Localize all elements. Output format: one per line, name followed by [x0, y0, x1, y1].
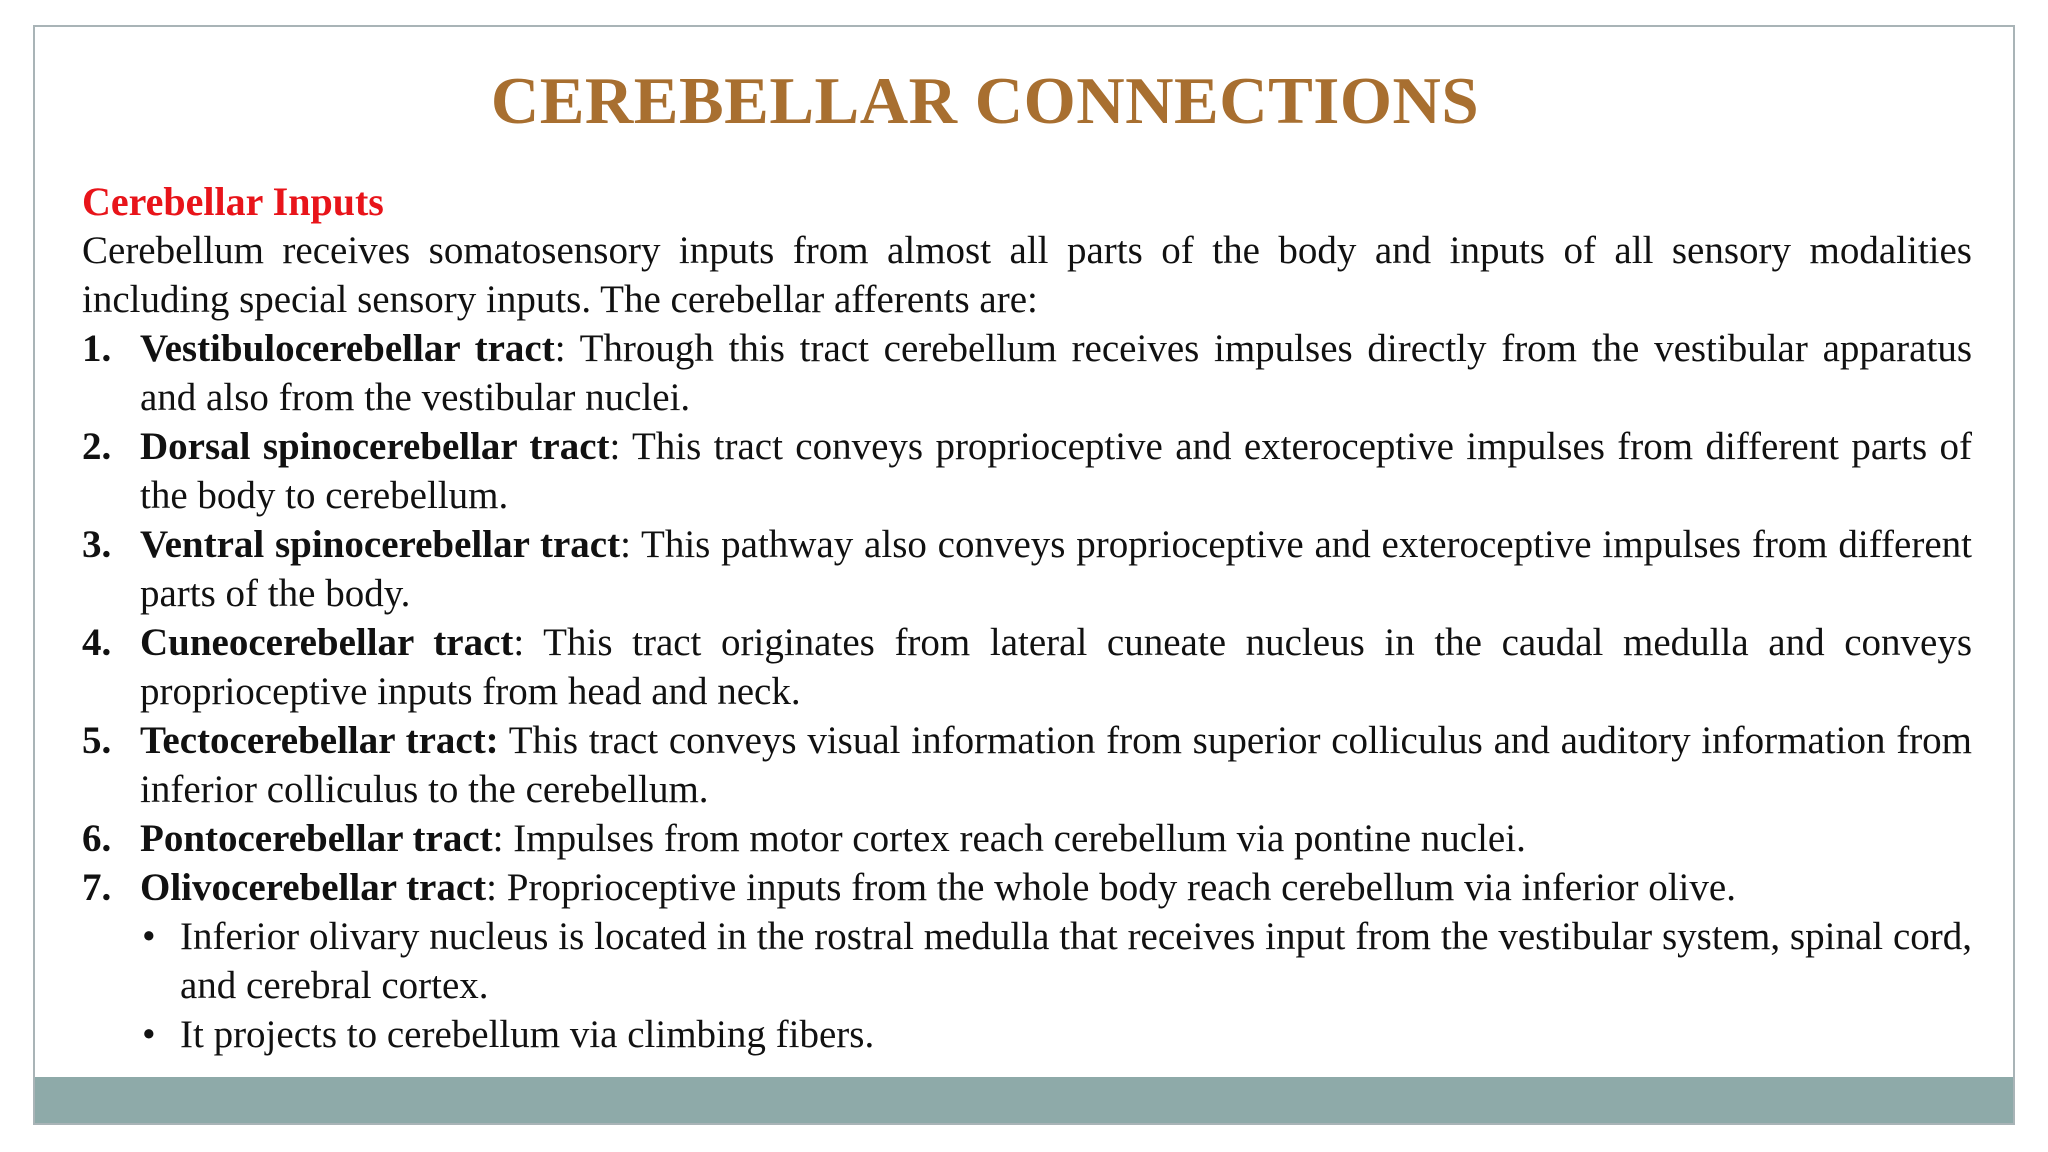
- tract-number: 7.: [82, 866, 112, 909]
- tract-item: [82, 618, 1972, 716]
- tract-number: 3.: [82, 523, 112, 566]
- tract-separator: :: [486, 866, 498, 909]
- tract-name: Pontocerebellar tract: [140, 817, 493, 860]
- section-heading: Cerebellar Inputs: [82, 179, 384, 224]
- tract-list: [82, 324, 1972, 1059]
- sub-bullet-text: It projects to cerebellum via climbing fibers.: [180, 1013, 875, 1056]
- tract-name: Vestibulocerebellar tract: [140, 327, 555, 370]
- tract-description: Through this tract cerebellum receives impulses directly from the vestibular apparatus and also from the vestibular nuclei.: [140, 327, 1972, 419]
- tract-item: [82, 422, 1972, 520]
- tract-item: [82, 520, 1972, 618]
- tract-name: Olivocerebellar tract: [140, 866, 487, 909]
- tract-description: This tract originates from lateral cuneate nucleus in the caudal medulla and conveys proprioceptive inputs from head and neck.: [140, 621, 1972, 713]
- bullet-icon: •: [142, 1013, 156, 1056]
- tract-number: 2.: [82, 425, 112, 468]
- sub-bullet-item: [140, 912, 1972, 1010]
- slide-title: CEREBELLAR CONNECTIONS: [490, 64, 1480, 138]
- tract-item: [82, 716, 1972, 814]
- tract-number: 1.: [82, 327, 112, 370]
- tract-separator: :: [554, 327, 566, 370]
- tract-description: This pathway also conveys proprioceptive and exteroceptive impulses from different parts of the body.: [140, 523, 1972, 615]
- sub-bullet-list: [140, 912, 1972, 1059]
- tract-description: This tract conveys proprioceptive and exteroceptive impulses from different parts of the body to cerebellum.: [140, 425, 1972, 517]
- tract-description: Impulses from motor cortex reach cerebellum via pontine nuclei.: [503, 817, 1526, 860]
- tract-number: 6.: [82, 817, 112, 860]
- tract-separator: :: [492, 817, 504, 860]
- tract-name: Cuneocerebellar tract: [140, 621, 514, 664]
- tract-number: 4.: [82, 621, 112, 664]
- tract-separator: :: [513, 621, 525, 664]
- tract-separator: :: [620, 523, 631, 566]
- tract-description: Proprioceptive inputs from the whole body reach cerebellum via inferior olive.: [497, 866, 1736, 909]
- tract-item: [82, 324, 1972, 422]
- tract-name: Ventral spinocerebellar tract: [140, 523, 621, 566]
- tract-number: 5.: [82, 719, 112, 762]
- bullet-icon: •: [142, 915, 156, 958]
- slide: [33, 25, 2015, 1125]
- intro-paragraph: Cerebellum receives somatosensory inputs from almost all parts of the body and inputs of all sensory modalities including special sensory inputs. The cerebellar afferents are:: [82, 229, 1972, 321]
- slide-content: [82, 177, 1972, 1059]
- tract-item: [82, 863, 1972, 1059]
- tract-separator: :: [609, 425, 621, 468]
- tract-description: This tract conveys visual information from superior colliculus and auditory information from inferior colliculus to the cerebellum.: [140, 719, 1973, 811]
- footer-band: [35, 1077, 2013, 1125]
- tract-item: [82, 814, 1972, 863]
- tract-name: Tectocerebellar tract:: [140, 719, 499, 762]
- sub-bullet-item: [140, 1010, 1972, 1059]
- sub-bullet-text: Inferior olivary nucleus is located in the rostral medulla that receives input from the vestibular system, spinal cord, and cerebral cortex.: [180, 915, 1972, 1007]
- tract-name: Dorsal spinocerebellar tract: [140, 425, 610, 468]
